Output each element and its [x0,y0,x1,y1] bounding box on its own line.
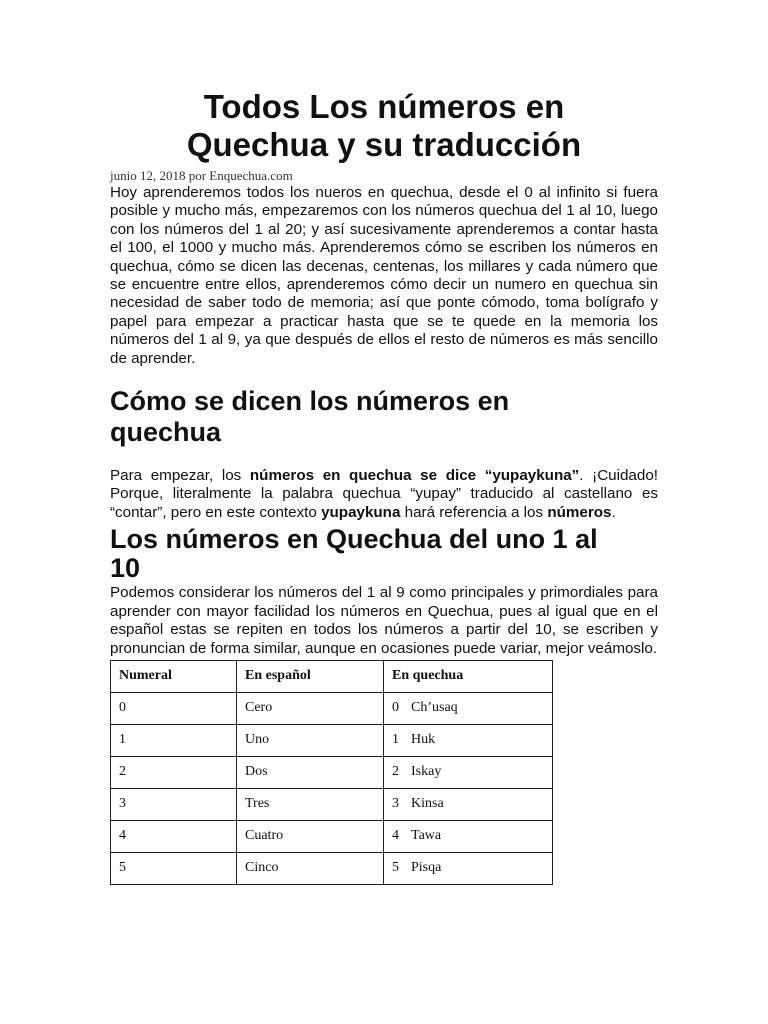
cell-quechua [384,692,553,724]
header-numeral: Numeral [111,660,237,692]
table-row [111,724,553,756]
table-row [111,692,553,724]
cell-numeral: 4 [111,820,237,852]
cell-quechua-number: 5 [392,860,399,876]
cell-quechua [384,756,553,788]
cell-quechua-word: Huk [411,732,436,748]
table-header-row [111,660,553,692]
cell-espanol: Dos [237,756,384,788]
numbers-table [110,660,553,885]
section-heading-2-line-2: 10 [110,553,141,584]
cell-quechua [384,820,553,852]
cell-quechua-word: Tawa [411,828,442,844]
section-heading-1 [110,386,658,448]
section-heading-2 [110,525,658,583]
section-heading-1-line-1: Cómo se dicen los números en [110,386,510,417]
document-page [110,0,658,885]
page-title [110,0,658,164]
cell-espanol: Cinco [237,852,384,884]
cell-quechua-word: Pisqa [411,860,442,876]
intro-paragraph: Hoy aprenderemos todos los nueros en quechua, desde el 0 al infinito si fuera posible y mucho más, empezaremos con los números quechua del 1 al 10, luego con los números del 1 al 20; y así sucesivamente aprenderemos a contar hasta el 100, el 1000 y mucho más. Aprenderemos cómo se escriben los números en quechua, cómo se dicen las decenas, centenas, los millares y cada número que se encuentre entre ellos, aprenderemos cómo decir un numero en quechua sin necesidad de saber todo de memoria; así que ponte cómodo, toma bolígrafo y papel para empezar a practicar hasta que se te quede en la memoria los números del 1 al 9, ya que después de ellos el resto de números es más sencillo de aprender. [110,184,658,367]
cell-quechua-number: 1 [392,732,399,748]
cell-quechua-number: 0 [392,700,399,716]
cell-quechua-word: Iskay [411,764,442,780]
cell-numeral: 0 [111,692,237,724]
cell-espanol: Cero [237,692,384,724]
header-quechua: En quechua [384,660,553,692]
s1-bold-yupaykuna: yupaykuna [321,503,401,521]
cell-quechua-word: Kinsa [411,796,444,812]
table-row [111,756,553,788]
title-line-1: Todos Los números en [203,88,565,125]
section-heading-2-line-1: Los números en Quechua del uno 1 al [110,524,598,555]
table-row [111,820,553,852]
table-row [111,852,553,884]
cell-quechua-number: 4 [392,828,399,844]
cell-quechua [384,724,553,756]
cell-numeral: 5 [111,852,237,884]
s1-bold-yupaykuna-phrase: números en quechua se dice “yupaykuna” [249,467,580,485]
s1-text-e: hará referencia a los [400,503,548,521]
s1-text-a: Para empezar, los [110,467,250,485]
cell-quechua [384,788,553,820]
section-heading-1-line-2: quechua [110,417,222,448]
section-1-paragraph [110,467,658,522]
post-meta: junio 12, 2018 por Enquechua.com [110,168,293,183]
table-row [111,788,553,820]
s1-text-g: . [611,503,616,521]
section-2-paragraph: Podemos considerar los números del 1 al 9 como principales y primordiales para aprender con mayor facilidad los números en Quechua, pues al igual que en el español estas se repiten en todos los números a partir del 10, se escriben y pronuncian de forma similar, aunque en ocasiones puede variar, mejor veámoslo. [110,584,658,657]
cell-quechua [384,852,553,884]
cell-quechua-word: Ch’usaq [411,700,458,716]
cell-quechua-number: 3 [392,796,399,812]
cell-numeral: 2 [111,756,237,788]
cell-numeral: 1 [111,724,237,756]
title-line-2: Quechua y su traducción [186,126,582,163]
cell-espanol: Tres [237,788,384,820]
header-espanol: En español [237,660,384,692]
cell-espanol: Cuatro [237,820,384,852]
cell-numeral: 3 [111,788,237,820]
cell-quechua-number: 2 [392,764,399,780]
s1-text-c: . ¡Cuidado! Porque, literalmente la palabra quechua “yupay” traducido al castellano es “contar”, pero en este contexto [110,467,658,521]
s1-bold-numeros: números [547,503,612,521]
cell-espanol: Uno [237,724,384,756]
